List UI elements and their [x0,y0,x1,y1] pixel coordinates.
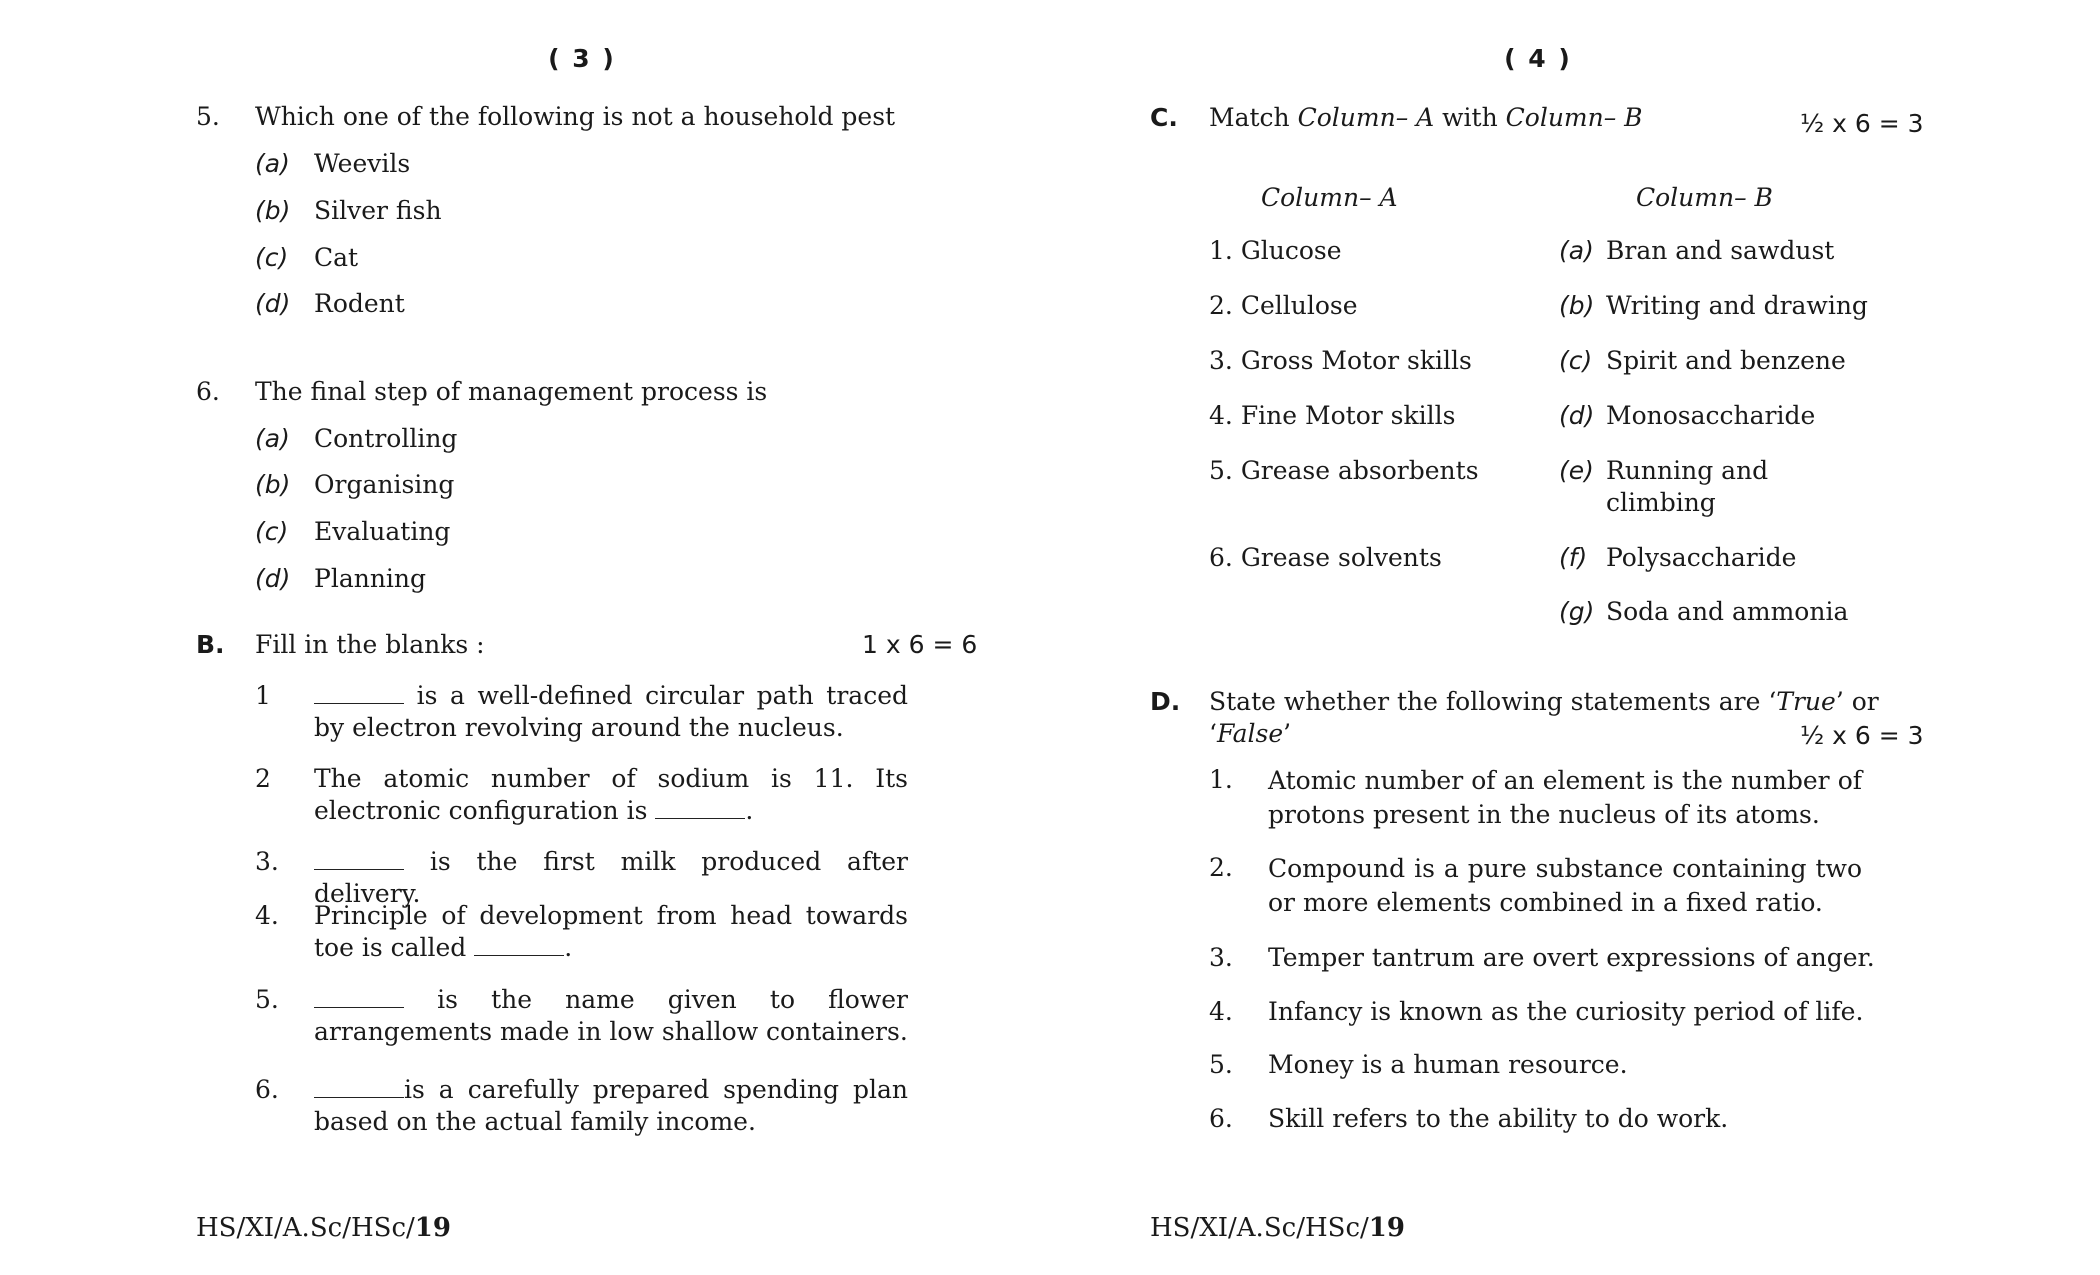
section-title: Fill in the blanks : [255,630,485,659]
footer-code-text: HS/XI/A.Sc/HSc/ [1150,1213,1369,1243]
page-number: ( 4 ) [1504,44,1572,73]
item-text: Glucose [1240,236,1342,265]
statement-text: Atomic number of an element is the number of protons present in the nucleus of its atoms. [1268,766,1862,829]
item-number: 6. [1209,1104,1233,1133]
fill-blank-item [314,900,908,964]
option-text: Silver fish [314,196,442,225]
option-text: Organising [314,470,455,499]
question-number: 5. [196,102,220,131]
item-text: Cellulose [1240,291,1358,320]
footer-code [196,1212,451,1244]
item-text: Grease absorbents [1240,456,1479,485]
item-text: Grease solvents [1240,543,1442,572]
section-marks [1800,720,1924,752]
question-text: Which one of the following is not a household pest [255,102,896,131]
title-text: Match [1209,103,1298,132]
title-column-a: Column– A [1297,103,1435,132]
title-false-word: False [1216,719,1284,748]
column-b-item: Writing and drawing [1606,291,1868,320]
section-title [1209,102,1643,134]
column-a-item [1209,235,1342,267]
footer-code-text: HS/XI/A.Sc/HSc/ [196,1213,415,1243]
item-number: 1. [1209,236,1233,265]
footer-code [1150,1212,1405,1244]
item-text: is a carefully prepared spending plan based on the actual family income. [314,1075,908,1136]
option-label: (a) [255,424,290,453]
column-a-item [1209,400,1455,432]
fill-blank-item [314,763,908,827]
item-number: 5. [1209,1050,1233,1079]
section-label: C. [1150,103,1178,132]
statement-text: Infancy is known as the curiosity period of life. [1268,997,1864,1026]
item-number: 1 [255,681,271,710]
section-title [1209,686,1879,718]
option-text: Planning [314,564,427,593]
column-b-item: Polysaccharide [1606,543,1797,572]
option-label: (b) [1559,291,1595,320]
section-marks: 1 x 6 = 6 [862,630,978,659]
title-text: ’ [1283,719,1292,748]
option-label: (a) [255,149,290,178]
item-number: 3. [1209,346,1233,375]
title-text: ‘ [1209,719,1217,748]
blank-line [474,933,564,956]
option-text: Cat [314,243,359,272]
option-text: Weevils [314,149,411,178]
statement-text: Money is a human resource. [1268,1050,1628,1079]
item-number: 2. [1209,853,1233,882]
title-column-b: Column– B [1505,103,1643,132]
title-text: ’ or [1835,687,1879,716]
option-label: (e) [1559,456,1594,485]
footer-year: 19 [1368,1213,1405,1243]
right-page [1050,0,2100,1275]
column-a-item [1209,455,1479,487]
option-text: Evaluating [314,517,451,546]
title-true-word: True [1776,687,1836,716]
column-a-item [1209,345,1472,377]
page-number: ( 3 ) [548,44,616,73]
option-text: Controlling [314,424,458,453]
item-text: Fine Motor skills [1240,401,1456,430]
blank-line [314,1075,404,1098]
option-label: (b) [255,196,291,225]
fill-blank-item [314,984,908,1048]
marks-text: x 6 = 3 [1824,109,1924,138]
option-label: (c) [1559,346,1593,375]
title-text: with [1434,103,1506,132]
marks-fraction: ½ [1800,721,1825,750]
fill-blank-item [314,1074,908,1138]
column-b-header: Column– B [1636,183,1773,212]
item-number: 1. [1209,765,1233,794]
fill-blank-item [314,680,908,744]
option-label: (d) [255,564,291,593]
item-number: 5. [1209,456,1233,485]
option-label: (d) [1559,401,1595,430]
item-text: is a well-defined circular path traced by electron revolving around the nucleus. [314,681,908,742]
item-text: . [745,796,754,825]
option-label: (d) [255,289,291,318]
item-text: The atomic number of sodium is 11. Its electronic configuration is [314,764,908,825]
item-text: is the name given to flower arrangements made in low shallow containers. [314,985,908,1046]
option-label: (c) [255,243,289,272]
item-number: 5. [255,985,279,1014]
column-b-item: Spirit and benzene [1606,346,1846,375]
column-a-header: Column– A [1261,183,1398,212]
column-b-item: Monosaccharide [1606,401,1816,430]
footer-year: 19 [414,1213,451,1243]
column-b-item: Soda and ammonia [1606,597,1849,626]
section-label: D. [1150,687,1181,716]
marks-fraction: ½ [1800,109,1825,138]
column-a-item [1209,290,1358,322]
option-label: (c) [255,517,289,546]
item-number: 2. [1209,291,1233,320]
section-label: B. [196,630,225,659]
blank-line [314,681,404,704]
column-b-item: Running and climbing [1606,456,1769,517]
item-number: 4. [1209,997,1233,1026]
option-label: (f) [1559,543,1588,572]
section-marks [1800,108,1924,140]
column-b-item: Bran and sawdust [1606,236,1835,265]
section-title-line2 [1209,718,1291,750]
column-a-item [1209,542,1442,574]
item-number: 6. [1209,543,1233,572]
option-label: (a) [1559,236,1594,265]
item-text: is the first milk produced after delivery. [314,847,908,908]
question-text: The final step of management process is [255,377,768,406]
item-text: . [564,933,573,962]
marks-text: x 6 = 3 [1824,721,1924,750]
item-number: 2 [255,764,271,793]
blank-line [655,796,745,819]
option-text: Rodent [314,289,405,318]
statement-text: Skill refers to the ability to do work. [1268,1104,1729,1133]
item-number: 3. [1209,943,1233,972]
option-label: (b) [255,470,291,499]
item-number: 4. [255,901,279,930]
option-label: (g) [1559,597,1595,626]
item-number: 6. [255,1075,279,1104]
statement-text: Compound is a pure substance containing two or more elements combined in a fixed ratio. [1268,854,1862,917]
question-number: 6. [196,377,220,406]
item-number: 4. [1209,401,1233,430]
item-text: Principle of development from head towards toe is called [314,901,908,962]
statement-text: Temper tantrum are overt expressions of anger. [1268,943,1875,972]
title-text: State whether the following statements are ‘ [1209,687,1777,716]
item-number: 3. [255,847,279,876]
blank-line [314,985,404,1008]
blank-line [314,847,404,870]
item-text: Gross Motor skills [1240,346,1472,375]
